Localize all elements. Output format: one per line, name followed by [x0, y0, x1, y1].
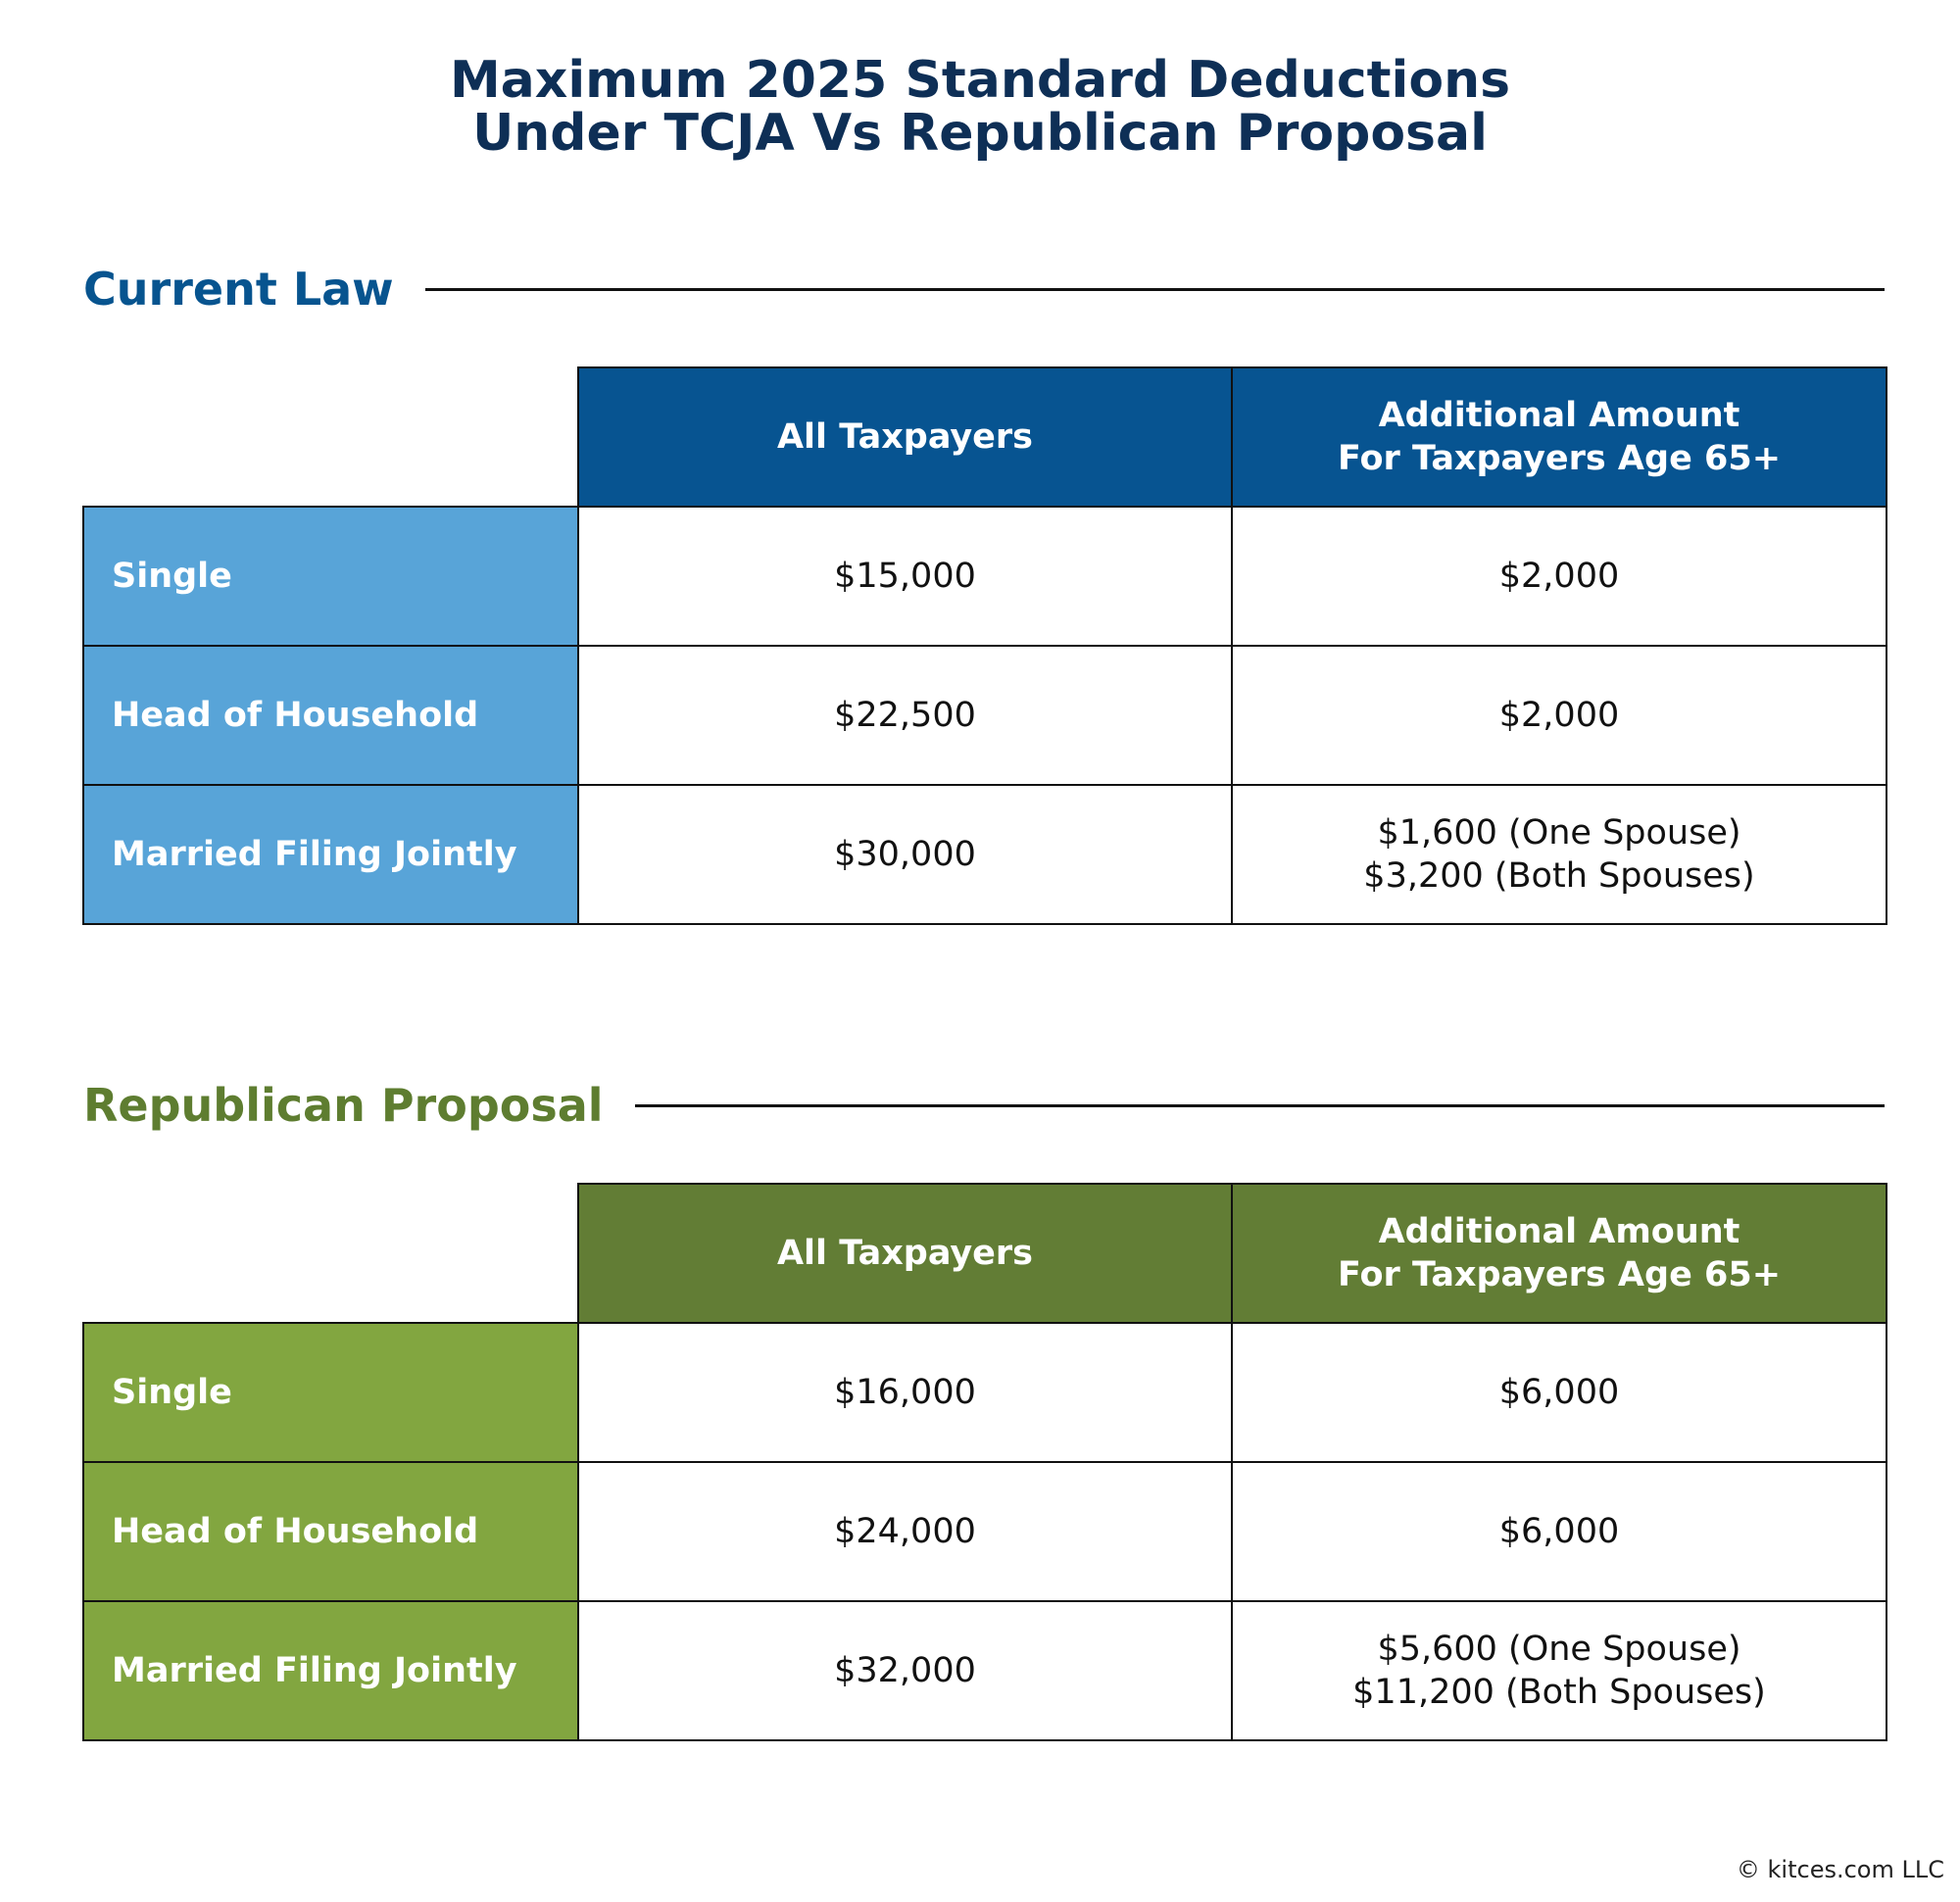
page-title-line1: Maximum 2025 Standard Deductions [449, 51, 1511, 110]
current-law-table [82, 366, 1887, 925]
header-additional-line2: For Taxpayers Age 65+ [1337, 439, 1782, 478]
cell-additional-amount [1232, 785, 1886, 924]
cell-additional-amount [1232, 1601, 1886, 1740]
header-additional-line1: Additional Amount [1378, 396, 1740, 435]
header-all-taxpayers: All Taxpayers [578, 367, 1232, 507]
cell-all-taxpayers: $24,000 [578, 1462, 1232, 1601]
row-label-married-filing-jointly: Married Filing Jointly [83, 1601, 578, 1740]
header-additional-amount [1232, 367, 1886, 507]
table-row [83, 1323, 1886, 1462]
cell-additional-line1: $2,000 [1498, 696, 1620, 735]
row-label-single: Single [83, 507, 578, 646]
table-row [83, 646, 1886, 785]
row-label-head-of-household: Head of Household [83, 646, 578, 785]
empty-corner-cell [83, 1184, 578, 1323]
cell-additional-amount [1232, 646, 1886, 785]
cell-all-taxpayers: $22,500 [578, 646, 1232, 785]
row-label-married-filing-jointly: Married Filing Jointly [83, 785, 578, 924]
cell-all-taxpayers: $15,000 [578, 507, 1232, 646]
table-row [83, 785, 1886, 924]
row-label-single: Single [83, 1323, 578, 1462]
header-additional-line1: Additional Amount [1378, 1212, 1740, 1251]
cell-additional-amount [1232, 1462, 1886, 1601]
row-label-head-of-household: Head of Household [83, 1462, 578, 1601]
table-row [83, 507, 1886, 646]
section-divider [425, 288, 1885, 291]
cell-additional-amount [1232, 507, 1886, 646]
cell-all-taxpayers: $32,000 [578, 1601, 1232, 1740]
section-divider [635, 1104, 1885, 1107]
section-title-current-law: Current Law [83, 263, 394, 316]
cell-all-taxpayers: $16,000 [578, 1323, 1232, 1462]
table-header-row [83, 367, 1886, 507]
copyright-notice: © kitces.com LLC [1736, 1856, 1944, 1883]
cell-additional-line1: $5,600 (One Spouse) [1377, 1630, 1741, 1669]
cell-additional-line2: $11,200 (Both Spouses) [1352, 1673, 1766, 1712]
cell-additional-line1: $6,000 [1498, 1373, 1620, 1412]
cell-additional-line1: $6,000 [1498, 1512, 1620, 1551]
table-row [83, 1462, 1886, 1601]
cell-all-taxpayers: $30,000 [578, 785, 1232, 924]
page-title-line2: Under TCJA Vs Republican Proposal [472, 104, 1488, 163]
section-heading-current-law [83, 260, 1885, 318]
section-title-republican-proposal: Republican Proposal [83, 1079, 604, 1132]
cell-additional-line2: $3,200 (Both Spouses) [1363, 856, 1755, 896]
table-header-row [83, 1184, 1886, 1323]
cell-additional-line1: $1,600 (One Spouse) [1377, 813, 1741, 853]
page-title [0, 51, 1960, 163]
header-all-taxpayers: All Taxpayers [578, 1184, 1232, 1323]
header-additional-line2: For Taxpayers Age 65+ [1337, 1255, 1782, 1294]
section-heading-republican-proposal [83, 1076, 1885, 1135]
cell-additional-amount [1232, 1323, 1886, 1462]
cell-additional-line1: $2,000 [1498, 557, 1620, 596]
table-row [83, 1601, 1886, 1740]
header-additional-amount [1232, 1184, 1886, 1323]
empty-corner-cell [83, 367, 578, 507]
republican-proposal-table [82, 1183, 1887, 1741]
